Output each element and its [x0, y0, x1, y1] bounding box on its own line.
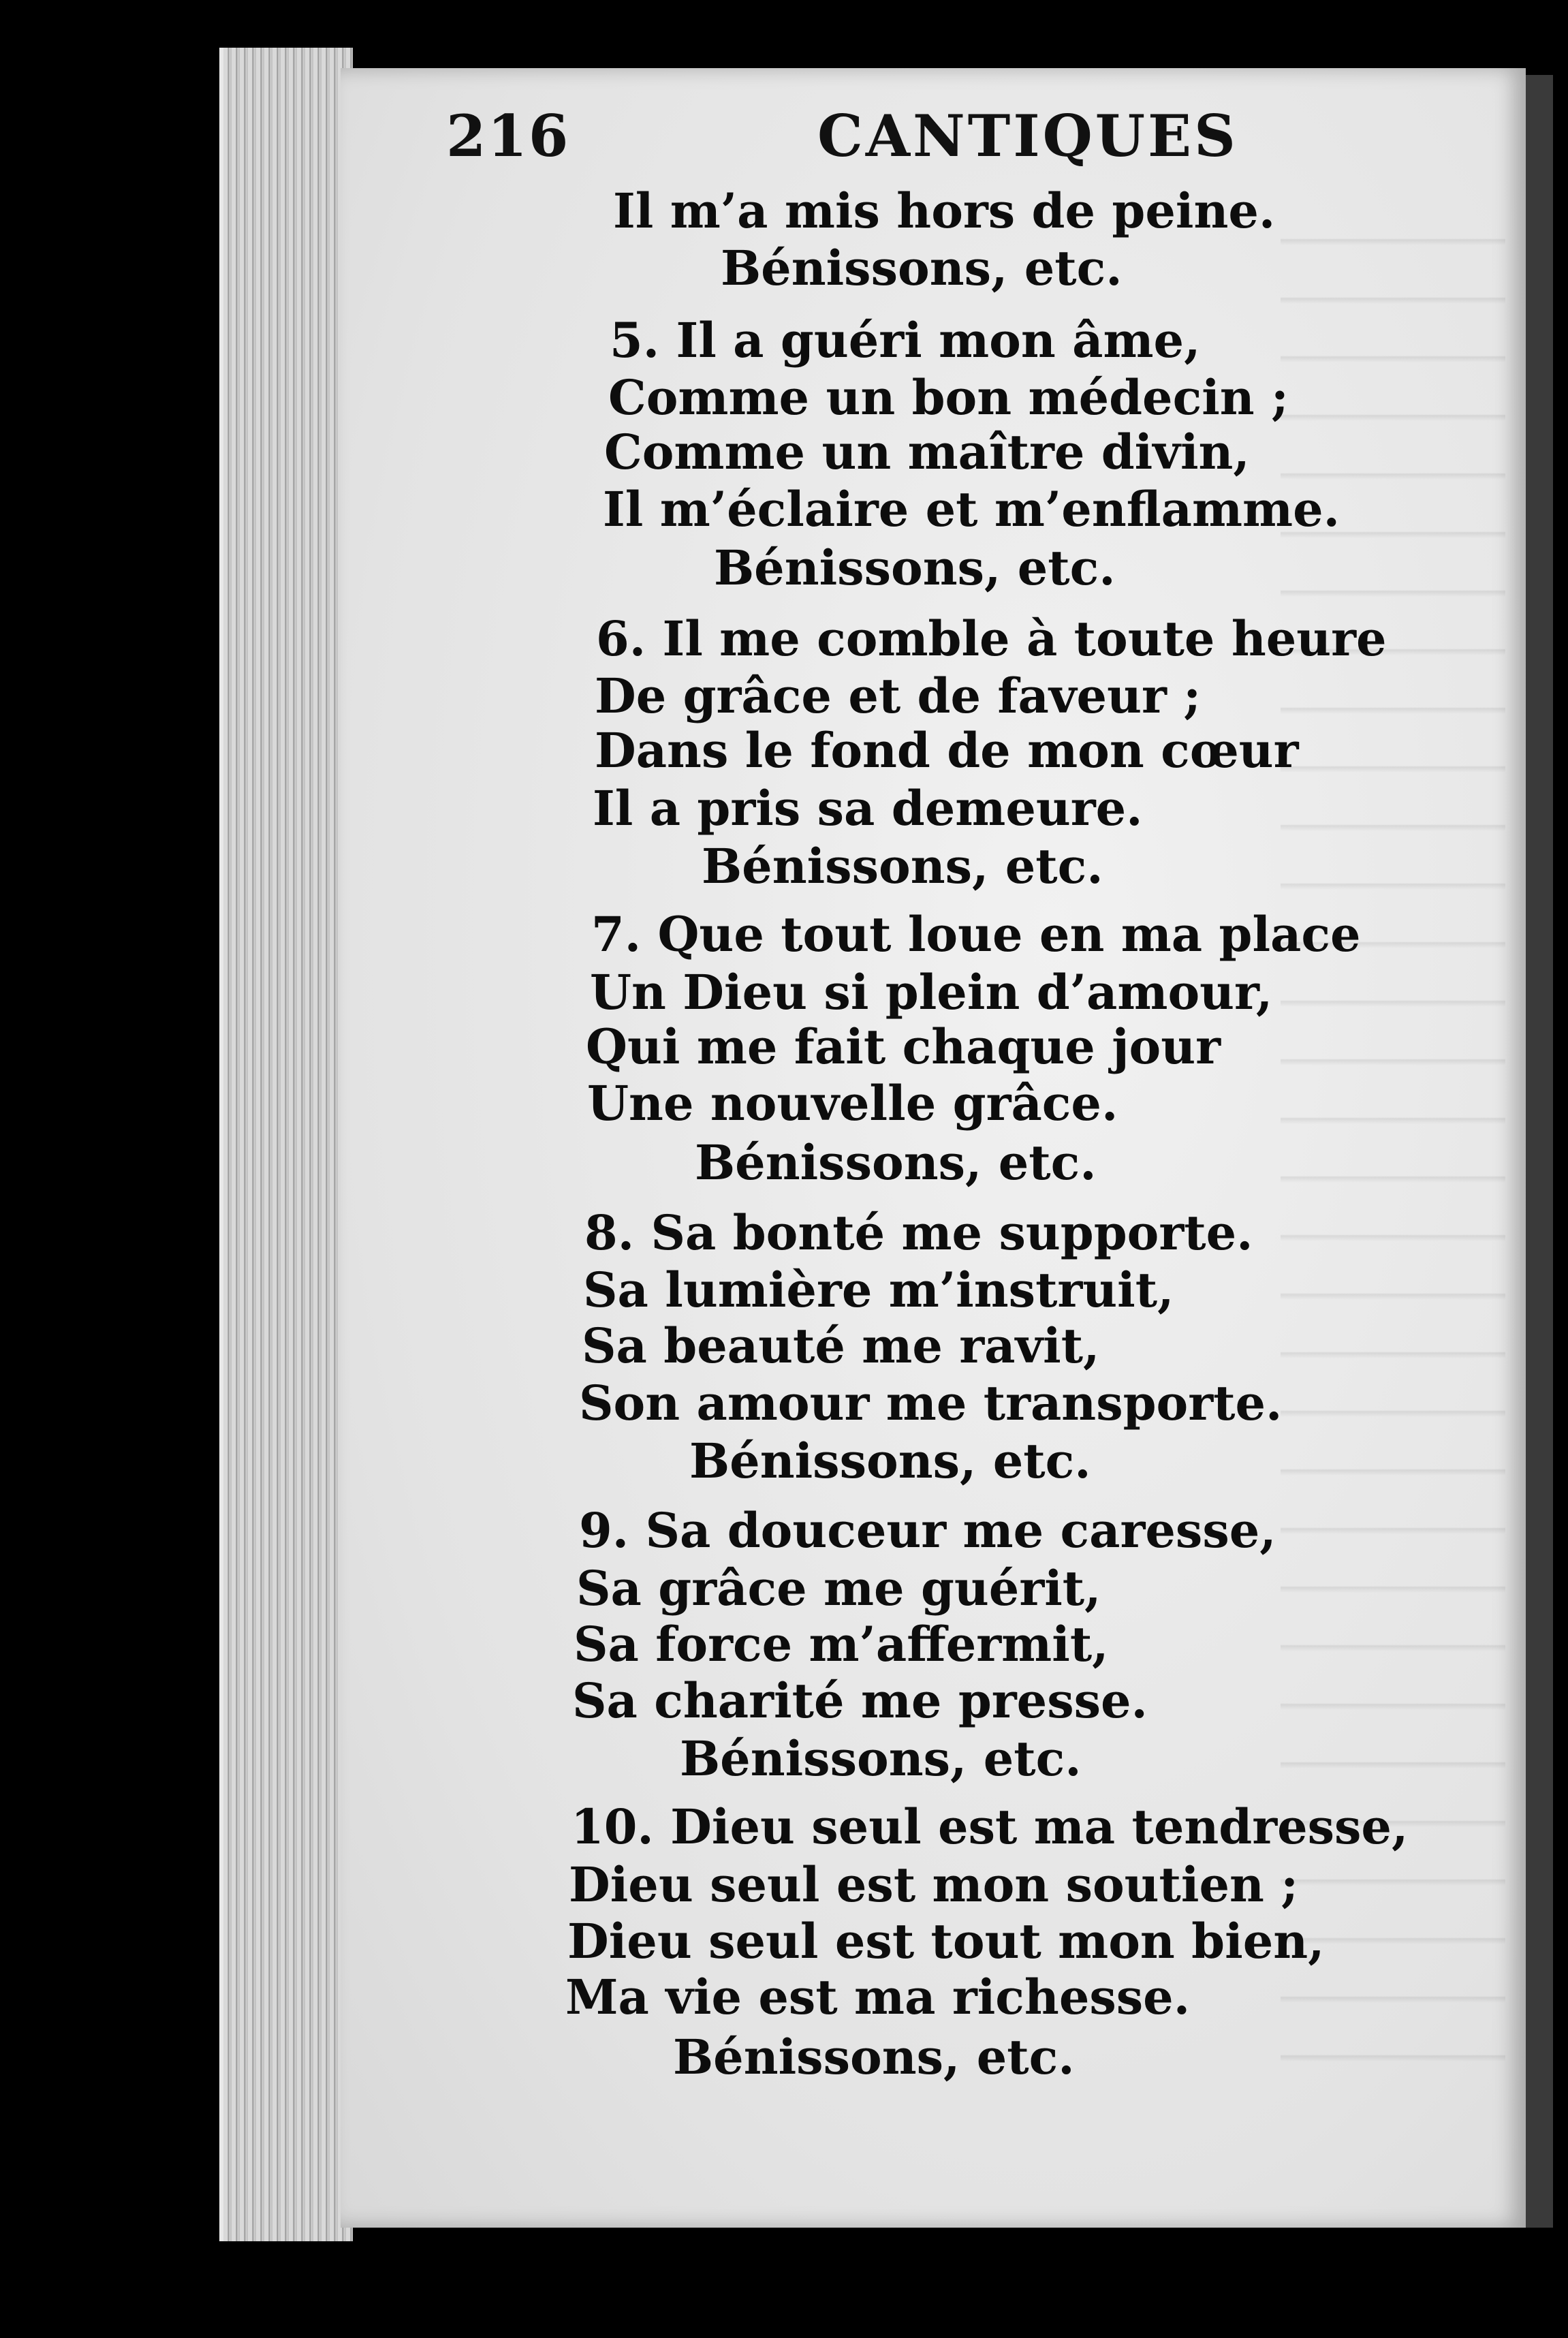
poem-line: 9. Sa douceur me caresse,: [579, 1502, 1276, 1559]
poem-line: Dieu seul est tout mon bien,: [567, 1913, 1325, 1969]
poem-line: Sa beauté me ravit,: [582, 1318, 1100, 1374]
poem-line: Comme un maître divin,: [604, 424, 1250, 480]
refrain-line: Bénissons, etc.: [721, 240, 1123, 296]
poem-line: Sa lumière m’instruit,: [583, 1262, 1174, 1318]
poem-line: Il a pris sa demeure.: [593, 780, 1143, 837]
refrain-line: Bénissons, etc.: [714, 540, 1116, 596]
poem-line: 7. Que tout loue en ma place: [591, 906, 1361, 963]
page-number: 216: [446, 102, 570, 170]
refrain-line: Bénissons, etc.: [680, 1730, 1082, 1787]
poem-line: Sa charité me presse.: [572, 1672, 1148, 1729]
poem-line: Comme un bon médecin ;: [608, 369, 1289, 426]
poem-line: Sa grâce me guérit,: [576, 1560, 1101, 1617]
refrain-line: Bénissons, etc.: [702, 838, 1103, 894]
poem-line: Son amour me transporte.: [579, 1375, 1283, 1431]
poem-line: Une nouvelle grâce.: [587, 1075, 1118, 1132]
poem-line: Il m’éclaire et m’enflamme.: [603, 481, 1340, 537]
refrain-line: Bénissons, etc.: [695, 1134, 1097, 1191]
poem-line: Dans le fond de mon cœur: [595, 722, 1299, 779]
poem-line: Un Dieu si plein d’amour,: [590, 964, 1273, 1020]
poem-line: 5. Il a guéri mon âme,: [610, 312, 1201, 369]
poem-line: 8. Sa bonté me supporte.: [584, 1204, 1253, 1261]
running-title: CANTIQUES: [817, 102, 1238, 170]
poem-line: Qui me fait chaque jour: [586, 1018, 1221, 1075]
refrain-line: Bénissons, etc.: [689, 1433, 1091, 1489]
poem-line: 10. Dieu seul est ma tendresse,: [571, 1798, 1409, 1855]
poem-line: Ma vie est ma richesse.: [565, 1969, 1191, 2025]
poem-line: Dieu seul est mon soutien ;: [569, 1856, 1299, 1913]
poem-line: De grâce et de faveur ;: [595, 668, 1202, 724]
poem-line: 6. Il me comble à toute heure: [596, 610, 1387, 667]
poem-line: Il m’a mis hors de peine.: [613, 183, 1276, 239]
poem-line: Sa force m’affermit,: [574, 1616, 1109, 1672]
refrain-line: Bénissons, etc.: [673, 2029, 1075, 2085]
